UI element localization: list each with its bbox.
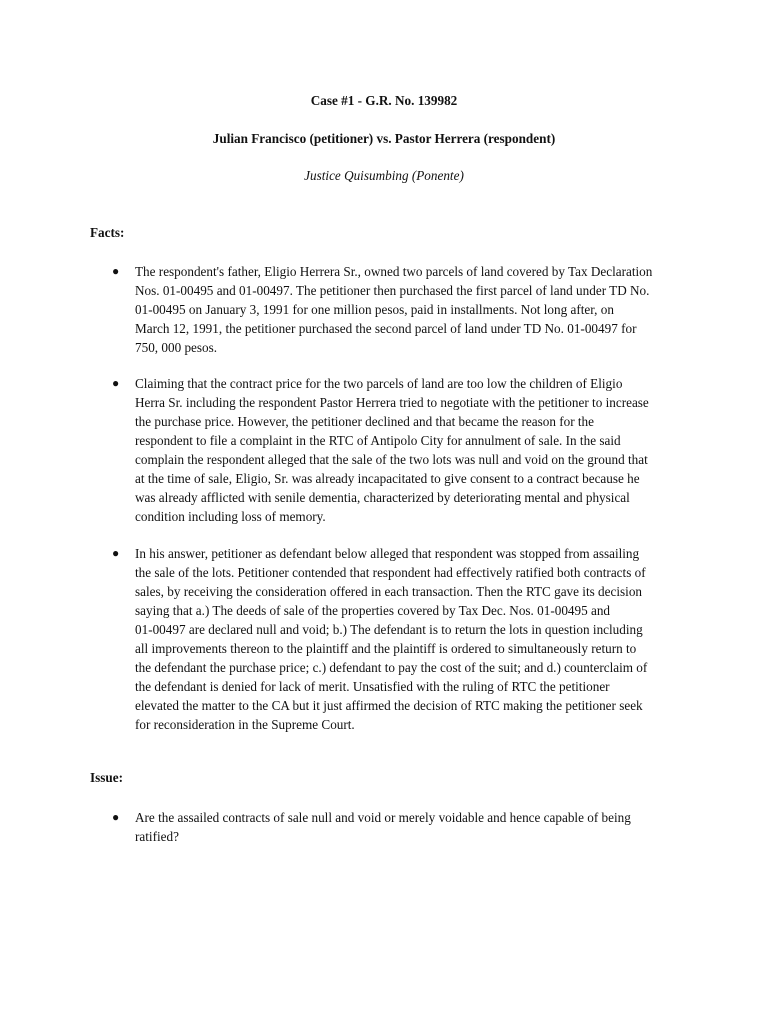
text-line: Are the assailed contracts of sale null and void or merely voidable and hence capable of being: [135, 810, 631, 825]
case-parties: Julian Francisco (petitioner) vs. Pastor Herrera (respondent): [212, 131, 556, 146]
text-line: the sale of the lots. Petitioner contended that respondent had effectively ratified both contracts of: [135, 565, 646, 580]
facts-bullet-3-text: [135, 544, 690, 734]
bullet-icon: ●: [112, 810, 120, 824]
ponente-justice: Justice Quisumbing (Ponente): [304, 168, 464, 183]
text-line: complain the respondent alleged that the sale of the two lots was null and void on the ground that: [135, 452, 648, 467]
case-title: Case #1 - G.R. No. 139982: [310, 93, 458, 108]
text-line: the purchase price. However, the petitioner declined and that became the reason for the: [135, 414, 594, 429]
text-line: In his answer, petitioner as defendant below alleged that respondent was stopped from assailing: [135, 546, 640, 561]
text-line: the defendant is denied for lack of merit. Unsatisfied with the ruling of RTC the petitioner: [135, 679, 610, 694]
bullet-icon: ●: [112, 546, 120, 560]
text-line: the defendant the purchase price; c.) defendant to pay the cost of the suit; and d.) counterclaim of: [135, 660, 648, 675]
text-line: saying that a.) The deeds of sale of the properties covered by Tax Dec. Nos. 01-00495 and: [135, 603, 611, 618]
text-line: all improvements thereon to the plaintiff and the plaintiff is ordered to simultaneously return to: [135, 641, 637, 656]
facts-bullet-2-text: [135, 374, 690, 526]
text-line: March 12, 1991, the petitioner purchased the second parcel of land under TD No. 01-00497 for: [135, 321, 637, 336]
text-line: Nos. 01-00495 and 01-00497. The petitioner then purchased the first parcel of land under TD No.: [135, 283, 650, 298]
facts-bullet-1-text: [135, 262, 690, 357]
issue-bullet-1-text: [135, 808, 690, 846]
text-line: 01-00497 are declared null and void; b.) The defendant is to return the lots in question including: [135, 622, 643, 637]
text-line: 750, 000 pesos.: [135, 340, 218, 355]
text-line: sales, by receiving the consideration offered in each transaction. Then the RTC gave its decision: [135, 584, 643, 599]
text-line: condition including loss of memory.: [135, 509, 326, 524]
issue-heading: Issue:: [90, 770, 123, 785]
text-line: elevated the matter to the CA but it just affirmed the decision of RTC making the petitioner seek: [135, 698, 643, 713]
bullet-icon: ●: [112, 264, 120, 278]
bullet-icon: ●: [112, 376, 120, 390]
text-line: Herra Sr. including the respondent Pastor Herrera tried to negotiate with the petitioner to increase: [135, 395, 649, 410]
text-line: Claiming that the contract price for the two parcels of land are too low the children of Eligio: [135, 376, 623, 391]
text-line: respondent to file a complaint in the RTC of Antipolo City for annulment of sale. In the said: [135, 433, 621, 448]
text-line: was already afflicted with senile dementia, characterized by deteriorating mental and physical: [135, 490, 630, 505]
text-line: 01-00495 on January 3, 1991 for one million pesos, paid in installments. Not long after, on: [135, 302, 614, 317]
text-line: The respondent's father, Eligio Herrera Sr., owned two parcels of land covered by Tax Declaration: [135, 264, 653, 279]
text-line: at the time of sale, Eligio, Sr. was already incapacitated to give consent to a contract because he: [135, 471, 640, 486]
text-line: ratified?: [135, 829, 179, 844]
facts-heading: Facts:: [90, 225, 125, 240]
text-line: for reconsideration in the Supreme Court.: [135, 717, 355, 732]
